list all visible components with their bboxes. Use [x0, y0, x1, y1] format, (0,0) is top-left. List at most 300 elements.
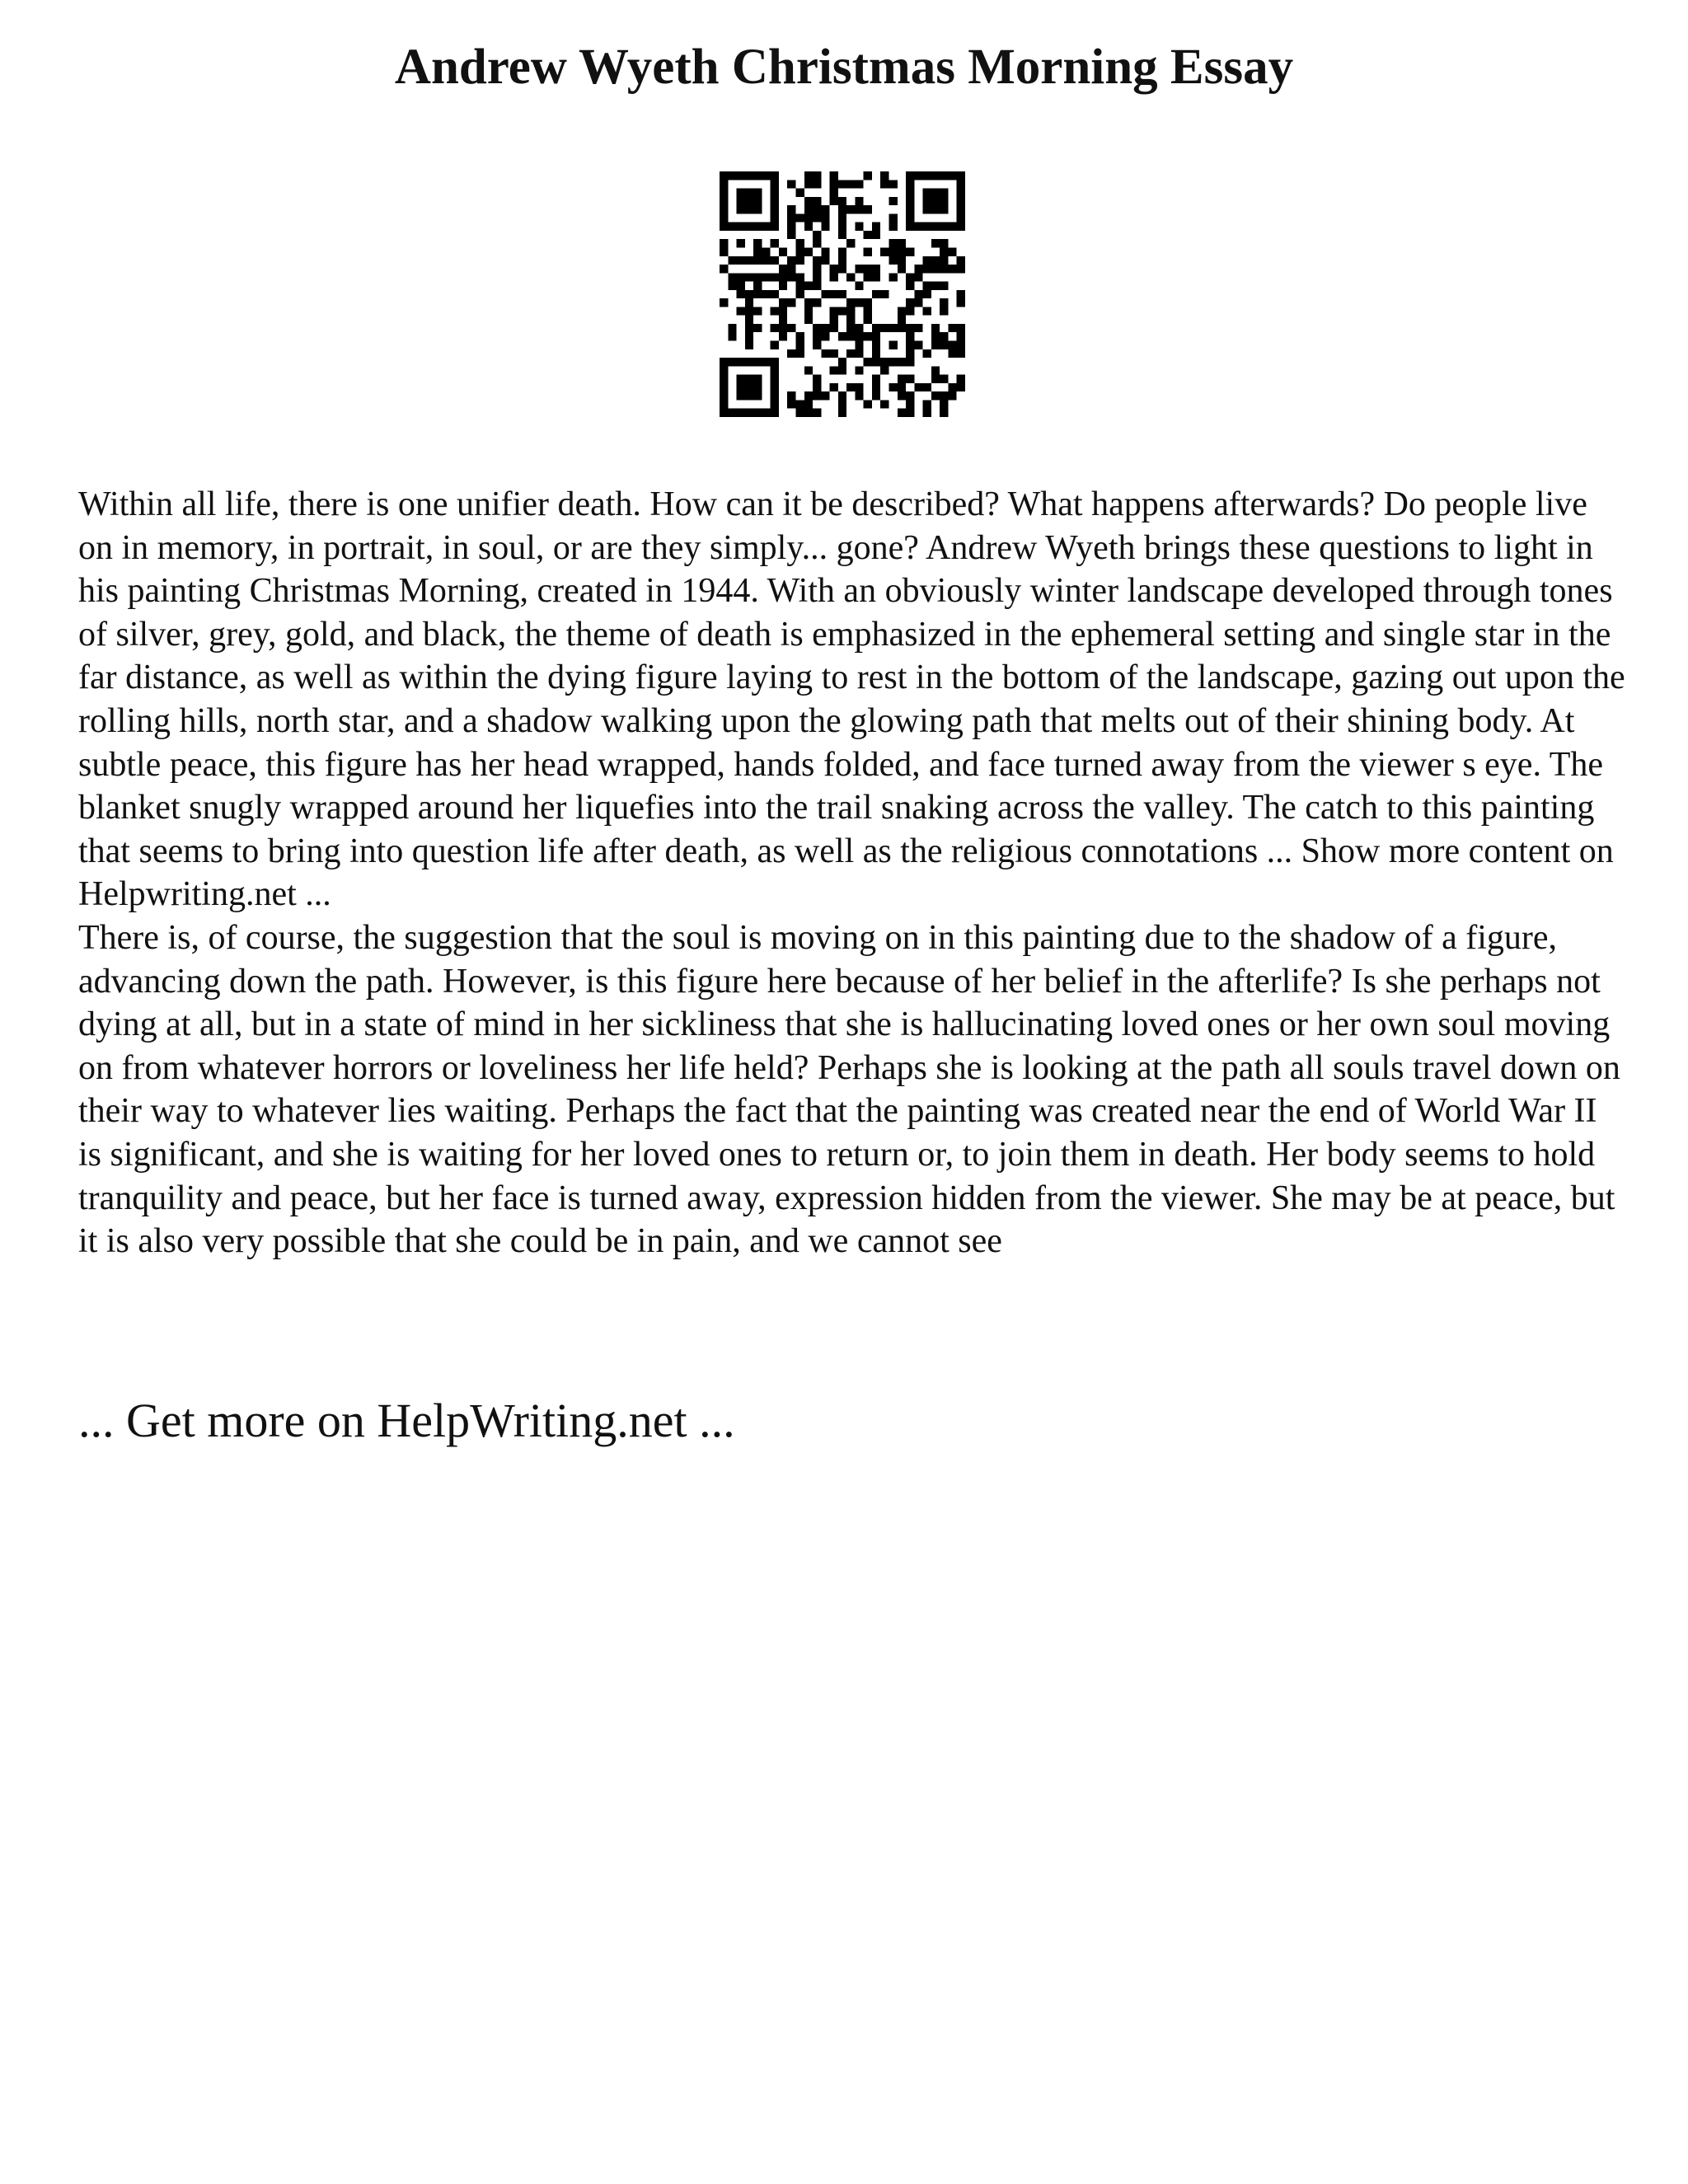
qr-module: [898, 307, 906, 315]
qr-module: [771, 391, 779, 400]
qr-module: [855, 366, 863, 374]
qr-module: [737, 223, 745, 231]
qr-module: [898, 375, 906, 383]
qr-module: [795, 239, 804, 247]
qr-module: [846, 316, 855, 324]
qr-module: [804, 307, 813, 315]
qr-module: [838, 223, 846, 231]
qr-module: [855, 282, 863, 290]
qr-module: [855, 298, 863, 307]
qr-module: [737, 375, 745, 383]
qr-module: [872, 332, 880, 340]
qr-module: [923, 223, 931, 231]
qr-module: [906, 213, 914, 222]
qr-module: [846, 332, 855, 340]
qr-module: [728, 358, 736, 366]
qr-module: [745, 307, 753, 315]
qr-module: [737, 383, 745, 391]
qr-module: [923, 197, 931, 205]
qr-module: [753, 239, 762, 247]
qr-module: [720, 375, 728, 383]
qr-module: [745, 290, 753, 298]
qr-module: [864, 247, 872, 255]
qr-module: [948, 247, 956, 255]
qr-module: [787, 180, 795, 188]
qr-module: [940, 409, 948, 417]
qr-module: [838, 231, 846, 239]
qr-module: [872, 391, 880, 400]
qr-module: [728, 409, 736, 417]
qr-module: [923, 282, 931, 290]
qr-module: [931, 223, 940, 231]
qr-module: [830, 265, 838, 273]
qr-module: [838, 247, 846, 255]
qr-module: [771, 205, 779, 213]
qr-module: [889, 358, 898, 366]
qr-module: [804, 213, 813, 222]
qr-module: [737, 290, 745, 298]
qr-module: [720, 189, 728, 197]
qr-module: [830, 189, 838, 197]
qr-module: [898, 391, 906, 400]
qr-module: [914, 223, 922, 231]
qr-module: [737, 205, 745, 213]
qr-module: [872, 375, 880, 383]
qr-module: [753, 205, 762, 213]
qr-module: [762, 247, 770, 255]
qr-module: [720, 383, 728, 391]
qr-module: [771, 213, 779, 222]
qr-module: [898, 324, 906, 332]
qr-module: [762, 223, 770, 231]
qr-module: [838, 265, 846, 273]
qr-module: [940, 298, 948, 307]
qr-module: [957, 197, 965, 205]
qr-module: [771, 366, 779, 374]
qr-module: [813, 332, 821, 340]
qr-module: [804, 197, 813, 205]
qr-module: [771, 197, 779, 205]
qr-module: [745, 189, 753, 197]
qr-module: [923, 265, 931, 273]
qr-module: [931, 282, 940, 290]
qr-module: [872, 341, 880, 349]
qr-module: [855, 341, 863, 349]
qr-module: [838, 180, 846, 188]
qr-module: [872, 383, 880, 391]
qr-module: [813, 391, 821, 400]
qr-module: [838, 409, 846, 417]
qr-module: [830, 290, 838, 298]
qr-module: [906, 247, 914, 255]
qr-module: [745, 358, 753, 366]
qr-module: [940, 265, 948, 273]
qr-module: [745, 383, 753, 391]
qr-module: [880, 290, 889, 298]
qr-module: [753, 409, 762, 417]
qr-module: [838, 391, 846, 400]
qr-module: [906, 282, 914, 290]
qr-module: [771, 375, 779, 383]
qr-module: [855, 265, 863, 273]
qr-module: [753, 282, 762, 290]
qr-module: [720, 409, 728, 417]
qr-module: [804, 247, 813, 255]
qr-module: [795, 341, 804, 349]
qr-module: [771, 171, 779, 180]
qr-module: [753, 223, 762, 231]
qr-module: [728, 171, 736, 180]
qr-module: [855, 391, 863, 400]
qr-module: [753, 171, 762, 180]
essay-paragraph: There is, of course, the suggestion that the soul is moving on in this painting due to the shadow of a figure, advancing down the path. However, is this figure here because of her belief in the afterlife? Is she perhaps not dying at all, but in a state of mind in her sickliness that she is hallucinating loved ones or her own soul moving on from whatever horrors or loveliness her life held? Perhaps she is looking at the path all souls travel down on their way to whatever lies waiting. Perhaps the fact that the painting was created near the end of World War II is significant, and she is waiting for her loved ones to return or, to join them in death. Her body seems to hold tranquility and peace, but her face is turned away, expression hidden from the viewer. She may be at peace, but it is also very possible that she could be in pain, and we cannot see: [78, 918, 1620, 1261]
qr-module: [787, 205, 795, 213]
qr-module: [957, 256, 965, 265]
qr-module: [855, 324, 863, 332]
qr-module: [957, 290, 965, 298]
qr-module: [889, 383, 898, 391]
qr-module: [813, 375, 821, 383]
qr-module: [771, 189, 779, 197]
qr-module: [855, 205, 863, 213]
qr-module: [779, 298, 787, 307]
qr-module: [931, 189, 940, 197]
qr-module: [745, 256, 753, 265]
qr-module: [813, 273, 821, 281]
qr-module: [906, 400, 914, 408]
qr-module: [864, 307, 872, 315]
qr-module: [745, 324, 753, 332]
qr-module: [804, 205, 813, 213]
qr-module: [821, 349, 829, 358]
qr-module: [872, 273, 880, 281]
qr-module: [830, 171, 838, 180]
qr-module: [940, 282, 948, 290]
qr-module: [880, 324, 889, 332]
qr-module: [720, 213, 728, 222]
qr-module: [804, 282, 813, 290]
qr-module: [889, 341, 898, 349]
qr-module: [737, 409, 745, 417]
qr-module: [838, 213, 846, 222]
qr-module: [830, 180, 838, 188]
qr-module: [771, 239, 779, 247]
qr-module: [737, 282, 745, 290]
qr-module: [948, 349, 956, 358]
qr-module: [906, 391, 914, 400]
qr-module: [804, 298, 813, 307]
qr-module: [745, 332, 753, 340]
qr-module: [880, 247, 889, 255]
qr-module: [795, 247, 804, 255]
qr-module: [720, 298, 728, 307]
qr-module: [864, 231, 872, 239]
qr-module: [914, 341, 922, 349]
qr-module: [906, 409, 914, 417]
qr-module: [914, 171, 922, 180]
qr-module: [779, 324, 787, 332]
qr-module: [957, 265, 965, 273]
qr-module: [804, 391, 813, 400]
qr-module: [821, 223, 829, 231]
qr-module: [813, 282, 821, 290]
qr-module: [914, 273, 922, 281]
qr-module: [838, 366, 846, 374]
qr-module: [804, 366, 813, 374]
qr-module: [855, 197, 863, 205]
qr-module: [906, 349, 914, 358]
qr-module: [838, 307, 846, 315]
qr-module: [931, 324, 940, 332]
qr-module: [906, 171, 914, 180]
qr-module: [957, 298, 965, 307]
qr-module: [898, 383, 906, 391]
qr-module: [940, 239, 948, 247]
qr-module: [880, 180, 889, 188]
qr-module: [753, 273, 762, 281]
qr-module: [821, 324, 829, 332]
qr-module: [855, 383, 863, 391]
qr-module: [795, 282, 804, 290]
qr-module: [855, 349, 863, 358]
qr-module: [813, 239, 821, 247]
qr-module: [745, 409, 753, 417]
qr-module: [948, 265, 956, 273]
qr-module: [762, 358, 770, 366]
qr-module: [948, 391, 956, 400]
qr-module: [771, 383, 779, 391]
qr-module: [753, 247, 762, 255]
qr-module: [855, 180, 863, 188]
qr-module: [864, 400, 872, 408]
qr-module: [898, 247, 906, 255]
qr-module: [813, 197, 821, 205]
qr-module: [923, 349, 931, 358]
qr-module: [804, 400, 813, 408]
qr-module: [753, 290, 762, 298]
qr-module: [753, 358, 762, 366]
qr-module: [906, 332, 914, 340]
qr-module: [846, 349, 855, 358]
qr-module: [940, 189, 948, 197]
qr-module: [864, 205, 872, 213]
qr-module: [880, 171, 889, 180]
qr-module: [787, 400, 795, 408]
qr-module: [864, 171, 872, 180]
qr-module: [821, 391, 829, 400]
qr-module: [762, 171, 770, 180]
qr-module: [821, 205, 829, 213]
qr-module: [889, 197, 898, 205]
qr-module: [872, 349, 880, 358]
qr-module: [813, 409, 821, 417]
qr-module: [957, 205, 965, 213]
qr-module: [720, 247, 728, 255]
qr-module: [948, 383, 956, 391]
qr-module: [906, 273, 914, 281]
get-more-link[interactable]: ... Get more on HelpWriting.net ...: [78, 1394, 735, 1447]
qr-module: [771, 307, 779, 315]
qr-module: [923, 256, 931, 265]
qr-module: [931, 265, 940, 273]
qr-module: [948, 324, 956, 332]
qr-module: [720, 180, 728, 188]
qr-module: [821, 213, 829, 222]
qr-module: [957, 383, 965, 391]
qr-module: [906, 341, 914, 349]
qr-module: [779, 265, 787, 273]
qr-module: [753, 189, 762, 197]
qr-module: [838, 256, 846, 265]
qr-module: [957, 341, 965, 349]
qr-module: [923, 383, 931, 391]
qr-module: [923, 189, 931, 197]
qr-code-icon: [720, 171, 965, 417]
qr-module: [745, 273, 753, 281]
qr-module: [898, 265, 906, 273]
essay-paragraph: Within all life, there is one unifier death. How can it be described? What happens afterwards? Do people live on in memory, in portrait, in soul, or are they simply... gone? Andrew Wyeth brings these questions to light in his painting Christmas Morning, created in 1944. With an obviously winter landscape developed through tones of silver, grey, gold, and black, the theme of death is emphasized in the ephemeral setting and single star in the far distance, as well as within the dying figure laying to rest in the bottom of the landscape, gazing out upon the rolling hills, north star, and a shadow walking upon the glowing path that melts out of their shining body. At subtle peace, this figure has her head wrapped, hands folded, and face turned away from the viewer s eye. The blanket snugly wrapped around her liquefies into the trail snaking across the valley. The catch to this painting that seems to bring into question life after death, as well as the religious connotations ... Show more content on Helpwriting.net ...: [78, 485, 1625, 914]
qr-module: [914, 290, 922, 298]
qr-module: [745, 316, 753, 324]
qr-module: [728, 256, 736, 265]
qr-module: [720, 358, 728, 366]
qr-module: [914, 324, 922, 332]
qr-module: [787, 273, 795, 281]
qr-module: [830, 349, 838, 358]
qr-module: [804, 316, 813, 324]
qr-module: [940, 223, 948, 231]
qr-module: [923, 307, 931, 315]
qr-module: [931, 171, 940, 180]
qr-module: [779, 316, 787, 324]
qr-module: [889, 324, 898, 332]
qr-module: [787, 349, 795, 358]
qr-module: [931, 366, 940, 374]
qr-module: [737, 189, 745, 197]
qr-module: [737, 273, 745, 281]
qr-module: [948, 341, 956, 349]
qr-module: [720, 197, 728, 205]
qr-module: [830, 307, 838, 315]
qr-module: [940, 205, 948, 213]
qr-module: [889, 180, 898, 188]
qr-module: [813, 171, 821, 180]
qr-module: [745, 375, 753, 383]
qr-module: [889, 239, 898, 247]
qr-module: [846, 273, 855, 281]
qr-module: [864, 273, 872, 281]
qr-module: [720, 366, 728, 374]
qr-module: [830, 383, 838, 391]
qr-module: [804, 409, 813, 417]
qr-module: [804, 180, 813, 188]
qr-module: [940, 332, 948, 340]
qr-module: [795, 409, 804, 417]
qr-module: [795, 189, 804, 197]
qr-module: [846, 307, 855, 315]
qr-module: [771, 273, 779, 281]
qr-module: [940, 197, 948, 205]
qr-module: [846, 324, 855, 332]
qr-module: [914, 298, 922, 307]
qr-module: [931, 205, 940, 213]
qr-module: [906, 223, 914, 231]
qr-module: [720, 239, 728, 247]
qr-module: [737, 171, 745, 180]
qr-module: [889, 223, 898, 231]
qr-module: [771, 409, 779, 417]
qr-module: [787, 298, 795, 307]
qr-module: [720, 171, 728, 180]
qr-module: [846, 383, 855, 391]
qr-module: [889, 247, 898, 255]
qr-module: [745, 341, 753, 349]
qr-module: [931, 341, 940, 349]
qr-module: [872, 265, 880, 273]
qr-module: [813, 383, 821, 391]
qr-module: [745, 205, 753, 213]
qr-module: [720, 391, 728, 400]
qr-module: [813, 265, 821, 273]
qr-module: [795, 256, 804, 265]
qr-module: [846, 298, 855, 307]
qr-module: [940, 375, 948, 383]
qr-module: [771, 400, 779, 408]
qr-module: [889, 273, 898, 281]
qr-module: [737, 239, 745, 247]
qr-module: [931, 391, 940, 400]
qr-module: [728, 332, 736, 340]
qr-module: [906, 205, 914, 213]
qr-module: [813, 205, 821, 213]
qr-module: [838, 205, 846, 213]
qr-module: [898, 409, 906, 417]
qr-module: [795, 349, 804, 358]
qr-module: [923, 205, 931, 213]
qr-module: [720, 205, 728, 213]
qr-module: [838, 197, 846, 205]
qr-module: [787, 391, 795, 400]
qr-module: [771, 256, 779, 265]
qr-module: [737, 391, 745, 400]
qr-module: [737, 197, 745, 205]
qr-module: [940, 307, 948, 315]
qr-module: [762, 290, 770, 298]
qr-module: [753, 324, 762, 332]
qr-module: [906, 197, 914, 205]
qr-module: [864, 265, 872, 273]
qr-module: [830, 324, 838, 332]
qr-module: [906, 307, 914, 315]
qr-module: [804, 223, 813, 231]
qr-module: [813, 180, 821, 188]
qr-module: [872, 324, 880, 332]
qr-module: [957, 332, 965, 340]
qr-module: [923, 290, 931, 298]
qr-module: [957, 324, 965, 332]
qr-module: [720, 265, 728, 273]
qr-module: [923, 409, 931, 417]
qr-module: [753, 375, 762, 383]
qr-module: [745, 391, 753, 400]
qr-module: [855, 223, 863, 231]
qr-module: [872, 223, 880, 231]
qr-module: [745, 197, 753, 205]
qr-module: [813, 324, 821, 332]
qr-module: [795, 400, 804, 408]
qr-module: [872, 231, 880, 239]
qr-module: [931, 256, 940, 265]
